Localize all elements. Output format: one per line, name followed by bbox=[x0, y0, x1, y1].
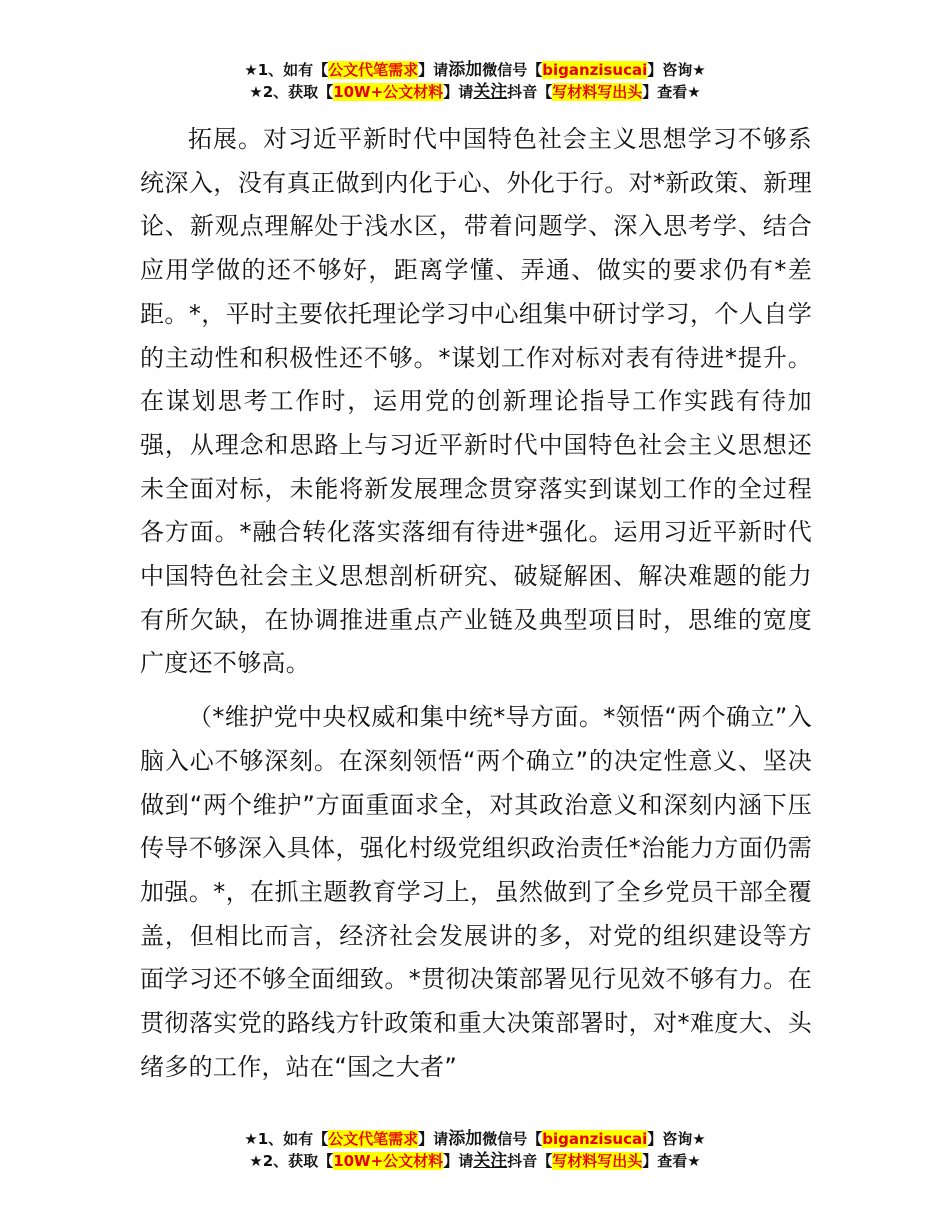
footer-line-2-mid2: 抖音【 bbox=[507, 1152, 553, 1170]
footer-line-1 bbox=[0, 1128, 950, 1150]
footer-banner bbox=[0, 1128, 950, 1172]
footer-line-1-emphasis: 添加 bbox=[448, 1129, 483, 1149]
footer-line-2-emphasis: 关注 bbox=[473, 1151, 508, 1171]
footer-line-2-mid: 】请 bbox=[443, 1152, 474, 1170]
header-line-2-suffix: 】查看★ bbox=[642, 83, 701, 101]
footer-line-1-mid2: 微信号【 bbox=[482, 1130, 543, 1148]
body-paragraph-1: 拓展。对习近平新时代中国特色社会主义思想学习不够系统深入，没有真正做到内化于心、外化于行。对*新政策、新理论、新观点理解处于浅水区，带着问题学、深入思考学、结合应用学做的还不够好，距离学懂、弄通、做实的要求仍有*差距。*，平时主要依托理论学习中心组集中研讨学习，个人自学的主动性和积极性还不够。*谋划工作对标对表有待进*提升。在谋划思考工作时，运用党的创新理论指导工作实践有待加强，从理念和思路上与习近平新时代中国特色社会主义思想还未全面对标，未能将新发展理念贯穿落实到谋划工作的全过程各方面。*融合转化落实落细有待进*强化。运用习近平新时代中国特色社会主义思想剖析研究、破疑解困、解决难题的能力有所欠缺，在协调推进重点产业链及典型项目时，思维的宽度广度还不够高。 bbox=[140, 125, 812, 678]
header-banner bbox=[0, 59, 950, 103]
document-body bbox=[140, 118, 812, 1089]
header-line-2 bbox=[0, 81, 950, 103]
footer-line-1-prefix: ★1、如有【 bbox=[244, 1130, 329, 1148]
header-line-1 bbox=[0, 59, 950, 81]
footer-ghostwriting-highlight: 公文代笔需求 bbox=[328, 1130, 419, 1148]
footer-line-2 bbox=[0, 1150, 950, 1172]
wechat-id-highlight: biganzisucai bbox=[542, 61, 648, 79]
footer-line-2-prefix: ★2、获取【 bbox=[249, 1152, 334, 1170]
body-paragraph-2: （*维护党中央权威和集中统*导方面。*领悟“两个确立”入脑入心不够深刻。在深刻领悟“两个确立”的决定性意义、坚决做到“两个维护”方面重面求全，对其政治意义和深刻内涵下压传导不够深入具体，强化村级党组织政治责任*治能力方面仍需加强。*，在抓主题教育学习上，虽然做到了全乡党员干部全覆盖，但相比而言，经济社会发展讲的多，对党的组织建设等方面学习还不够全面细致。*贯彻决策部署见行见效不够有力。在贯彻落实党的路线方针政策和重大决策部署时，对*难度大、头绪多的工作，站在“国之大者” bbox=[140, 703, 812, 1081]
footer-line-2-suffix: 】查看★ bbox=[642, 1152, 701, 1170]
footer-materials-highlight: 10W+公文材料 bbox=[333, 1152, 444, 1170]
header-line-1-prefix: ★1、如有【 bbox=[244, 61, 329, 79]
header-line-2-prefix: ★2、获取【 bbox=[249, 83, 334, 101]
header-line-1-mid: 】请 bbox=[418, 61, 449, 79]
footer-douyin-id-highlight: 写材料写出头 bbox=[552, 1152, 643, 1170]
footer-wechat-id-highlight: biganzisucai bbox=[542, 1130, 648, 1148]
header-line-1-mid2: 微信号【 bbox=[482, 61, 543, 79]
footer-line-1-suffix: 】咨询★ bbox=[647, 1130, 706, 1148]
footer-line-1-mid: 】请 bbox=[418, 1130, 449, 1148]
header-line-1-emphasis: 添加 bbox=[448, 60, 483, 80]
ghostwriting-highlight: 公文代笔需求 bbox=[328, 61, 419, 79]
douyin-id-highlight: 写材料写出头 bbox=[552, 83, 643, 101]
header-line-2-mid: 】请 bbox=[443, 83, 474, 101]
header-line-1-suffix: 】咨询★ bbox=[647, 61, 706, 79]
header-line-2-mid2: 抖音【 bbox=[507, 83, 553, 101]
header-line-2-emphasis: 关注 bbox=[473, 82, 508, 102]
materials-highlight: 10W+公文材料 bbox=[333, 83, 444, 101]
